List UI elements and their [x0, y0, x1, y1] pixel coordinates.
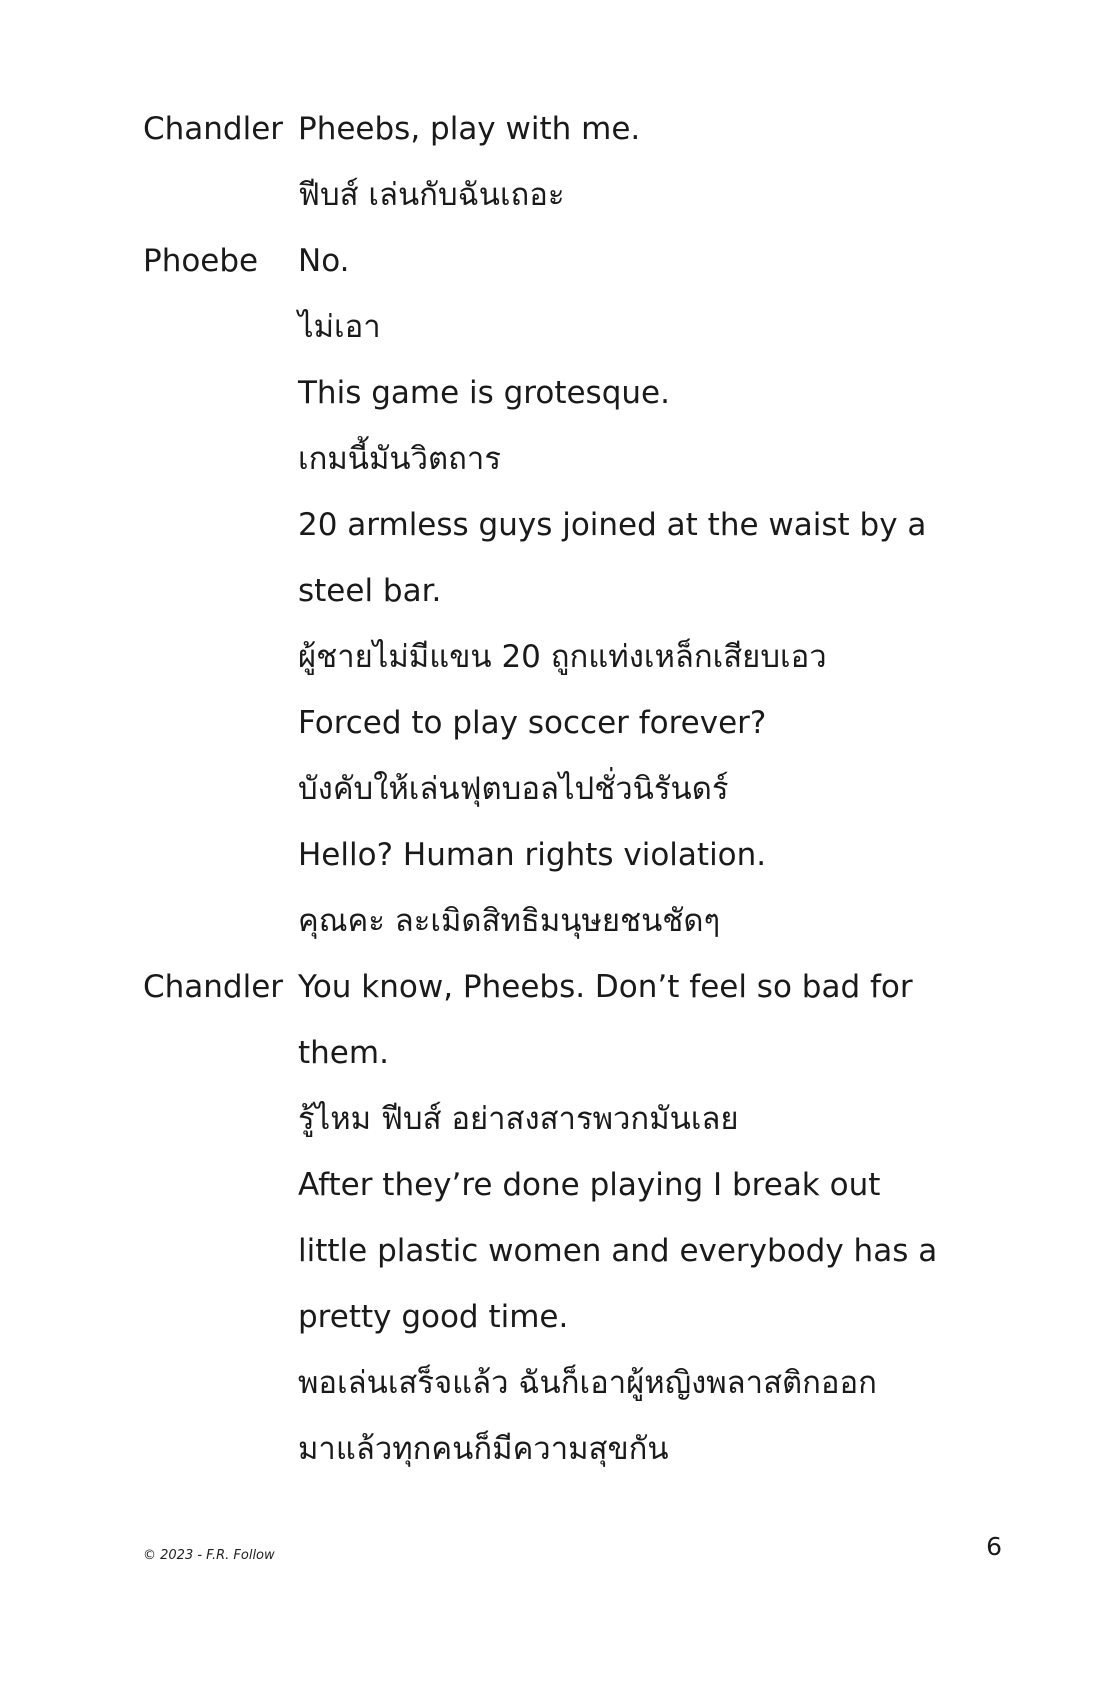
dialogue-entry-chandler-1 — [143, 96, 1003, 228]
speaker-name: Chandler — [143, 111, 284, 147]
dialogue-line: 20 armless guys joined at the waist by a — [298, 507, 927, 543]
dialogue-line-thai: คุณคะ ละเมิดสิทธิมนุษยชนชัดๆ — [298, 903, 721, 939]
dialogue-block — [143, 96, 1003, 1482]
dialogue-line: After they’re done playing I break out — [298, 1167, 881, 1203]
dialogue-line-thai: บังคับให้เล่นฟุตบอลไปชั่วนิรันดร์ — [298, 771, 729, 807]
page-number: 6 — [986, 1532, 1002, 1561]
dialogue-line-thai: มาแล้วทุกคนก็มีความสุขกัน — [298, 1431, 669, 1467]
dialogue-lines — [298, 96, 1003, 228]
dialogue-lines — [298, 228, 1003, 954]
speaker-name: Phoebe — [143, 243, 259, 279]
dialogue-line: pretty good time. — [298, 1299, 569, 1335]
dialogue-line-thai: พอเล่นเสร็จแล้ว ฉันก็เอาผู้หญิงพลาสติกออก — [298, 1365, 877, 1401]
copyright-credit: © 2023 - F.R. Follow — [143, 1548, 275, 1563]
dialogue-line: Forced to play soccer forever? — [298, 705, 767, 741]
dialogue-line: Pheebs, play with me. — [298, 111, 641, 147]
dialogue-line: little plastic women and everybody has a — [298, 1233, 938, 1269]
dialogue-line: No. — [298, 243, 350, 279]
dialogue-line: Hello? Human rights violation. — [298, 837, 767, 873]
speaker-name: Chandler — [143, 969, 284, 1005]
dialogue-line-thai: ฟีบส์ เล่นกับฉันเถอะ — [298, 177, 565, 213]
dialogue-line-thai: เกมนี้มันวิตถาร — [298, 441, 501, 477]
dialogue-line-thai: ผู้ชายไม่มีแขน 20 ถูกแท่งเหล็กเสียบเอว — [298, 639, 827, 675]
dialogue-line: them. — [298, 1035, 389, 1071]
dialogue-line-thai: รู้ไหม ฟีบส์ อย่าสงสารพวกมันเลย — [298, 1101, 739, 1137]
dialogue-entry-chandler-2 — [143, 954, 1003, 1482]
dialogue-line: This game is grotesque. — [298, 375, 670, 411]
dialogue-line: steel bar. — [298, 573, 442, 609]
dialogue-lines — [298, 954, 1003, 1482]
dialogue-line: You know, Pheebs. Don’t feel so bad for — [298, 969, 913, 1005]
dialogue-line-thai: ไม่เอา — [298, 309, 381, 345]
dialogue-entry-phoebe — [143, 228, 1003, 954]
